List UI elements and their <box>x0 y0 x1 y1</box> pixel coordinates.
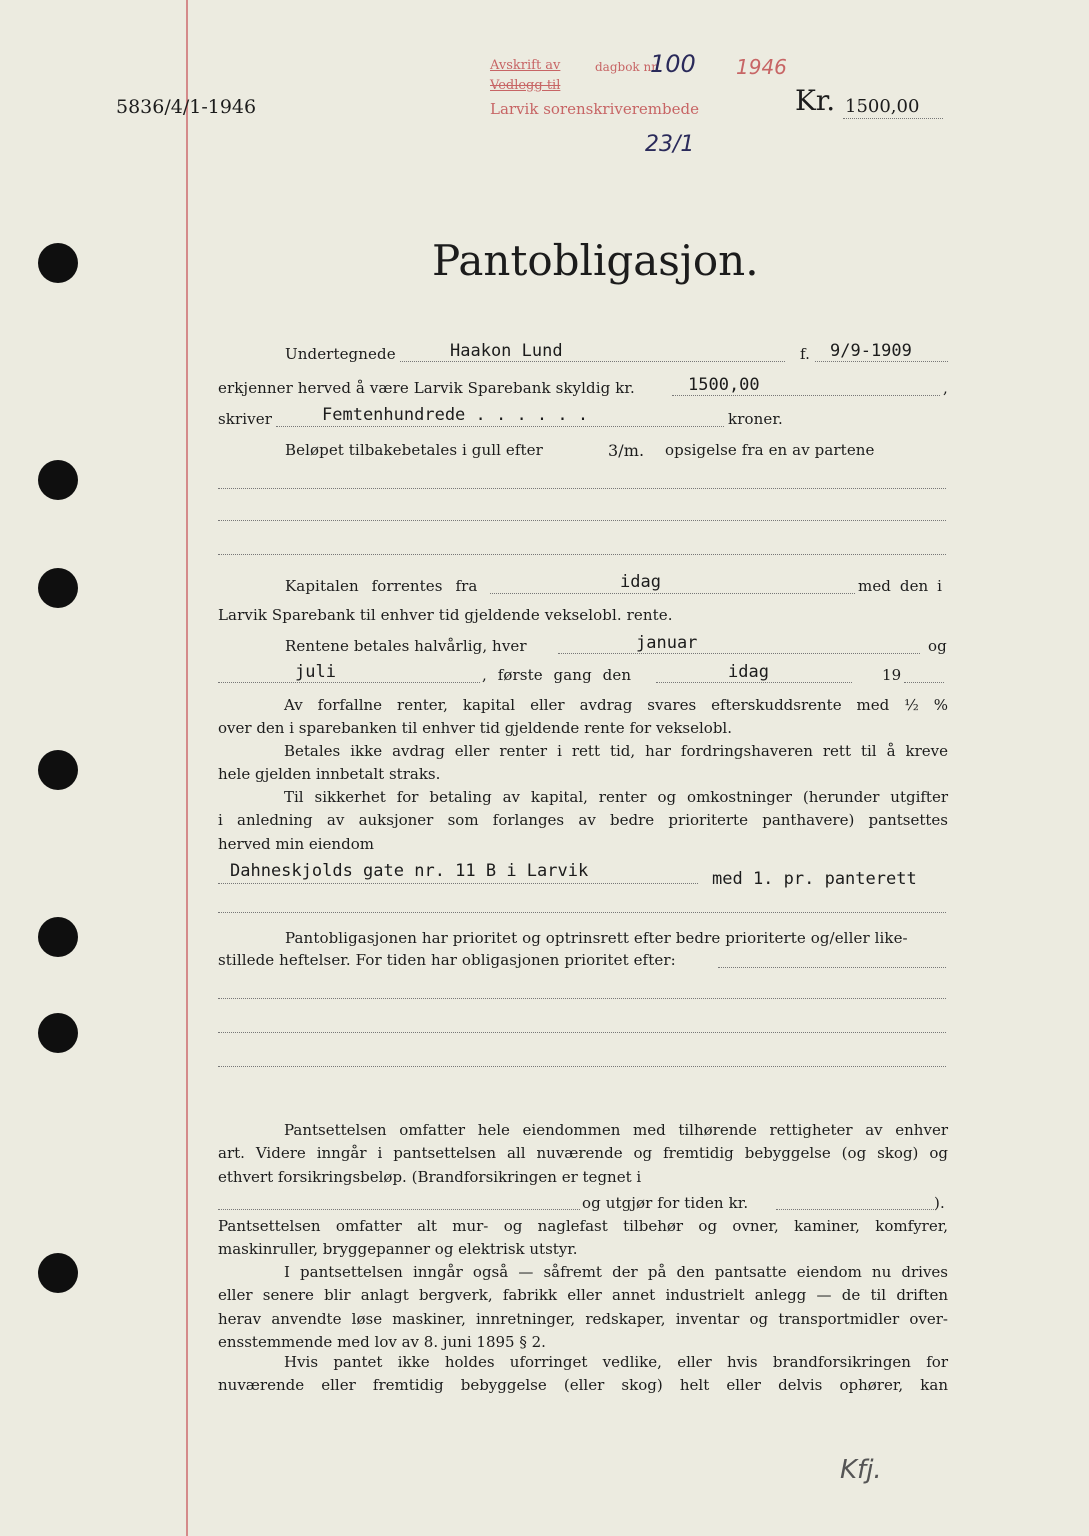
prioritet-line-2: stillede heftelser. For tiden har obligasjonen prioritet efter: <box>218 951 676 969</box>
field-dots <box>558 653 920 654</box>
punch-hole <box>38 917 78 957</box>
paragraph-line: ensstemmende med lov av 8. juni 1895 § 2. <box>218 1332 546 1351</box>
field-dots <box>672 395 940 396</box>
blank-line <box>218 998 946 999</box>
field-dots <box>815 361 948 362</box>
paragraph-line: herav anvendte løse maskiner, innretninger, redskaper, inventar og transportmidler over- <box>218 1309 948 1328</box>
blank-line <box>218 1032 946 1033</box>
paragraph-line: i anledning av auksjoner som forlanges av bedre prioriterte panthavere) pantsettes <box>218 811 948 830</box>
skriver-label: skriver <box>218 410 272 428</box>
stamp-dagbok-label: dagbok nr. <box>595 60 660 74</box>
paragraph-line: maskinruller, bryggepanner og elektrisk utstyr. <box>218 1240 578 1259</box>
punch-hole <box>38 568 78 608</box>
rentene-text: Rentene betales halvårlig, hver <box>285 637 527 655</box>
field-dots <box>218 883 698 884</box>
opsigelse-text: opsigelse fra en av partene <box>665 441 875 459</box>
paragraph-fixtures <box>218 1215 948 1262</box>
prioritet-line-1: Pantobligasjonen har prioritet og optrinsrett efter bedre prioriterte og/eller like- <box>285 929 908 947</box>
field-dots <box>656 682 852 683</box>
blank-line <box>218 554 946 555</box>
paragraph-line: art. Videre inngår i pantsettelsen all nuværende og fremtidig bebyggelse (og skog) og <box>218 1144 948 1163</box>
dagbok-number: 100 <box>650 50 696 78</box>
blank-line <box>218 520 946 521</box>
belopet-text: Beløpet tilbakebetales i gull efter <box>285 441 543 459</box>
birth-date: 9/9-1909 <box>830 341 912 361</box>
punch-hole <box>38 750 78 790</box>
paragraph-line: eller senere blir anlagt bergverk, fabrikk eller annet industrielt anlegg — de til driften <box>218 1286 948 1305</box>
stamp-line-vedlegg: Vedlegg til <box>490 78 561 93</box>
notice-period: 3/m. <box>608 441 645 460</box>
paragraph-line: I pantsettelsen inngår også — såfremt der på den pantsatte eiendom nu drives <box>284 1263 948 1281</box>
comma: , <box>943 379 948 397</box>
debt-amount: 1500,00 <box>688 375 760 395</box>
blank-line <box>218 1066 946 1067</box>
margin-rule <box>186 0 188 1536</box>
field-dots <box>400 361 785 362</box>
field-dots <box>276 426 724 427</box>
punch-hole <box>38 460 78 500</box>
kroner-label: kroner. <box>728 410 783 428</box>
amount-in-words: Femtenhundrede . . . . . . <box>322 405 589 425</box>
interest-start: idag <box>620 572 661 592</box>
undertegnede-label: Undertegnede <box>285 345 396 363</box>
document-title: Pantobligasjon. <box>432 236 759 285</box>
year-prefix: 19 <box>882 666 902 684</box>
paragraph-line: herved min eiendom <box>218 834 374 853</box>
punch-hole <box>38 1253 78 1293</box>
blank-line <box>218 488 946 489</box>
med-den-i: med den i <box>858 577 943 595</box>
paragraph-scope <box>218 1119 948 1189</box>
paragraph-maintenance <box>218 1351 948 1398</box>
utgjor-text: og utgjør for tiden kr. <box>582 1194 749 1212</box>
property-priority: med 1. pr. panterett <box>712 869 917 889</box>
paragraph-line: Pantsettelsen omfatter hele eiendommen med tilhørende rettigheter av enhver <box>284 1121 948 1139</box>
paragraph-line: Av forfallne renter, kapital eller avdrag svares efterskuddsrente med ½ % <box>284 696 948 714</box>
property-address: Dahneskjolds gate nr. 11 B i Larvik <box>230 861 589 881</box>
paragraph-line: nuværende eller fremtidig bebyggelse (eller skog) helt eller delvis ophører, kan <box>218 1376 948 1395</box>
field-dots <box>218 1209 580 1210</box>
paragraph-default <box>218 740 948 787</box>
paragraph-interest <box>218 694 948 741</box>
field-dots <box>776 1209 934 1210</box>
punch-hole <box>38 243 78 283</box>
amount-label: Kr. <box>795 84 836 117</box>
stamp-office: Larvik sorenskriverembede <box>490 100 699 118</box>
erkjenner-text: erkjenner herved å være Larvik Sparebank skyldig kr. <box>218 379 635 397</box>
register-number: 5836/4/1-1946 <box>116 96 257 118</box>
paragraph-line: ethvert forsikringsbeløp. (Brandforsikringen er tegnet i <box>218 1167 642 1186</box>
paragraph-line: Pantsettelsen omfatter alt mur- og naglefast tilbehør og ovner, kaminer, komfyrer, <box>218 1217 948 1235</box>
stamp-line-avskrift: Avskrift av <box>490 58 561 73</box>
paragraph-line: Betales ikke avdrag eller renter i rett tid, har fordringshaveren rett til å kreve <box>284 742 948 760</box>
field-dots <box>904 682 944 683</box>
initials: Kfj. <box>840 1455 882 1485</box>
og-text: og <box>928 637 947 655</box>
paragraph-security <box>218 786 948 856</box>
utgjor-end: ). <box>934 1194 945 1212</box>
field-dots <box>718 967 946 968</box>
stamp-year: 1946 <box>736 55 787 79</box>
debtor-name: Haakon Lund <box>450 341 563 361</box>
larvik-rente: Larvik Sparebank til enhver tid gjeldende vekselobl. rente. <box>218 606 673 624</box>
blank-line <box>218 912 946 913</box>
paragraph-industry <box>218 1261 948 1354</box>
paragraph-line: Hvis pantet ikke holdes uforringet vedlike, eller hvis brandforsikringen for <box>284 1353 948 1371</box>
handwritten-date: 23/1 <box>645 132 695 157</box>
kapitalen-text: Kapitalen forrentes fra <box>285 577 478 595</box>
payment-month-2: juli <box>295 662 336 682</box>
paragraph-line: over den i sparebanken til enhver tid gjeldende rente for vekselobl. <box>218 719 732 738</box>
amount-dots <box>843 118 943 119</box>
paragraph-line: Til sikkerhet for betaling av kapital, renter og omkostninger (herunder utgifter <box>284 788 948 806</box>
paragraph-line: hele gjelden innbetalt straks. <box>218 765 441 784</box>
forste-gang-text: , første gang den <box>482 666 632 684</box>
field-dots <box>218 682 480 683</box>
first-payment: idag <box>728 662 769 682</box>
punch-hole <box>38 1013 78 1053</box>
amount-value: 1500,00 <box>845 96 920 117</box>
born-label: f. <box>800 345 810 363</box>
field-dots <box>490 593 855 594</box>
payment-month-1: januar <box>636 633 698 653</box>
